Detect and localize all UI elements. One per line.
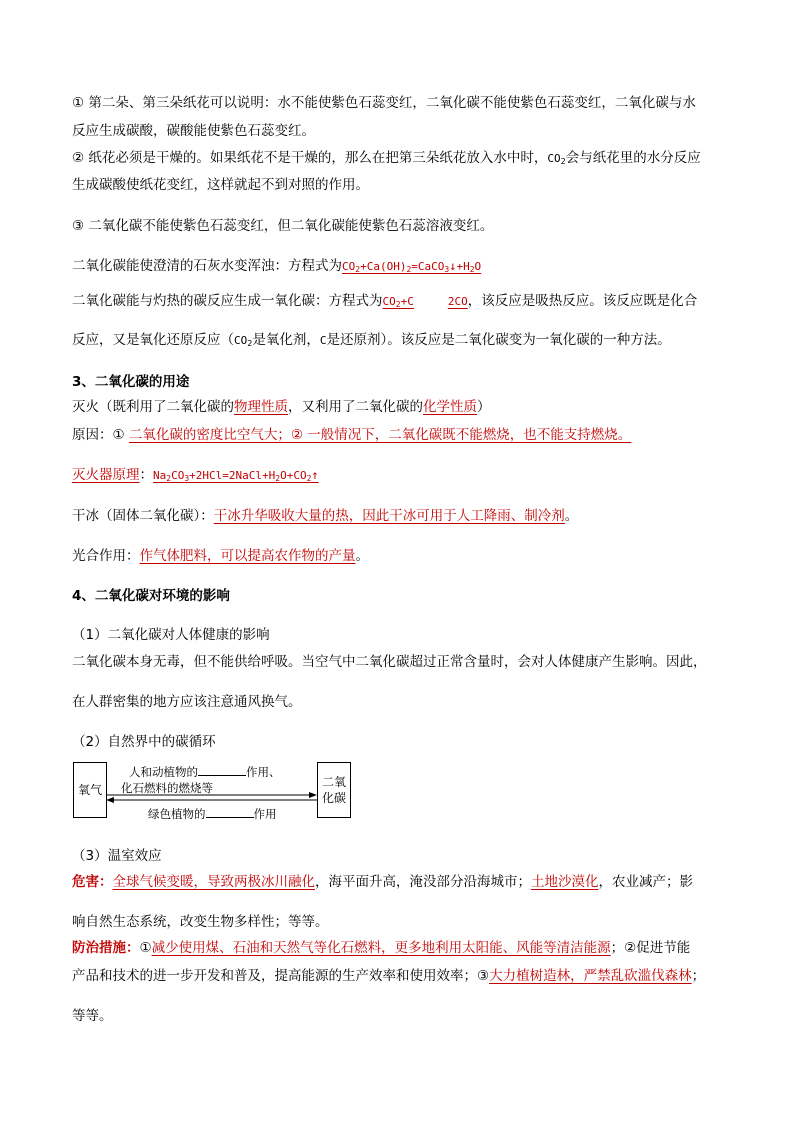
photosynthesis-line: 光合作用：作气体肥料，可以提高农作物的产量。: [72, 548, 369, 564]
section-3-heading: 3、二氧化碳的用途: [72, 374, 190, 390]
fire-fighting-line: 灭火（既利用了二氧化碳的物理性质，又利用了二氧化碳的化学性质）: [72, 399, 491, 415]
subsection-3-title: （3）温室效应: [72, 848, 162, 864]
arrow-to-oxygen-head: [106, 797, 114, 803]
prevention-line-2: 产品和技术的进一步开发和普及，提高能源的生产效率和使用效率；③大力植树造林，严禁乱砍滥伐森林；: [72, 968, 706, 984]
arrow-to-co2-head: [309, 792, 317, 798]
fire-reason-line: 原因：① 二氧化碳的密度比空气大；② 一般情况下，二氧化碳既不能燃烧，也不能支持燃烧。: [72, 427, 632, 443]
carbon-reaction-line-1: 二氧化碳能与灼热的碳反应生成一氧化碳：方程式为$CO_2+C$ 2CO，该反应是吸热反应。该反应既是化合: [72, 293, 698, 309]
dry-ice-line: 干冰（固体二氧化碳）：干冰升华吸收大量的热，因此干冰可用于人工降雨、制冷剂。: [72, 508, 579, 524]
harm-line-1: 危害：全球气候变暖，导致两极冰川融化，海平面升高，淹没部分沿海城市；土地沙漠化，农业减产；影: [72, 874, 693, 890]
limewater-equation-line: 二氧化碳能使澄清的石灰水变浑浊：方程式为$CO_2+Ca(OH)_2=CaCO_3↓+H_2O$: [72, 258, 482, 274]
limewater-equation: $CO_2+Ca(OH)_2=CaCO_3↓+H_2O$: [342, 259, 482, 274]
photosynthesis-diagram-label: 绿色植物的 作用: [148, 807, 277, 821]
carbon-cycle-diagram: [73, 762, 351, 820]
prevention-line-3: 等等。: [72, 1008, 113, 1024]
health-line-1: 二氧化碳本身无毒，但不能供给呼吸。当空气中二氧化碳超过正常含量时，会对人体健康产生影响。因此，: [72, 654, 707, 670]
carbon-reaction-equation: $CO_2+C$ 2CO: [382, 295, 468, 309]
paragraph-2-line-2: 生成碳酸使纸花变红，这样就起不到对照的作用。: [72, 177, 369, 193]
cycle-arrows: [106, 792, 317, 804]
combustion-label: 化石燃料的燃烧等: [121, 781, 213, 795]
paragraph-3: ③ 二氧化碳不能使紫色石蕊变红，但二氧化碳能使紫色石蕊溶液变红。: [72, 218, 494, 234]
respiration-label: 人和动植物的 作用、: [129, 765, 281, 779]
extinguisher-equation: $Na_2CO_3+2HCl=2NaCl+H_2O+CO_2↑$: [153, 468, 319, 483]
harm-line-2: 响自然生态系统，改变生物多样性；等等。: [72, 914, 329, 930]
oxygen-box: 氧气: [73, 762, 107, 818]
health-line-2: 在人群密集的地方应该注意通风换气。: [72, 694, 302, 710]
paragraph-1-line-1: ① 第二朵、第三朵纸花可以说明：水不能使紫色石蕊变红，二氧化碳不能使紫色石蕊变红，二氧化碳与水: [72, 95, 696, 111]
paragraph-1-line-2: 反应生成碳酸，碳酸能使紫色石蕊变红。: [72, 123, 315, 139]
extinguisher-line: 灭火器原理：$Na_2CO_3+2HCl=2NaCl+H_2O+CO_2↑$: [72, 467, 319, 483]
subsection-1-title: （1）二氧化碳对人体健康的影响: [72, 627, 270, 643]
carbon-dioxide-box: 二氧 化碳: [317, 762, 351, 818]
subsection-2-title: （2）自然界中的碳循环: [72, 734, 216, 750]
prevention-line-1: 防治措施：①减少使用煤、石油和天然气等化石燃料，更多地利用太阳能、风能等清洁能源；②促进节能: [72, 940, 691, 956]
section-4-heading: 4、二氧化碳对环境的影响: [72, 588, 230, 604]
paragraph-2-line-1: ② 纸花必须是干燥的。如果纸花不是干燥的，那么在把第三朵纸花放入水中时，$CO_2$会与纸花里的水分反应: [72, 150, 701, 166]
carbon-reaction-line-2: 反应，又是氧化还原反应（$CO_2$是氧化剂，C是还原剂）。该反应是二氧化碳变为一氧化碳的一种方法。: [72, 332, 671, 348]
